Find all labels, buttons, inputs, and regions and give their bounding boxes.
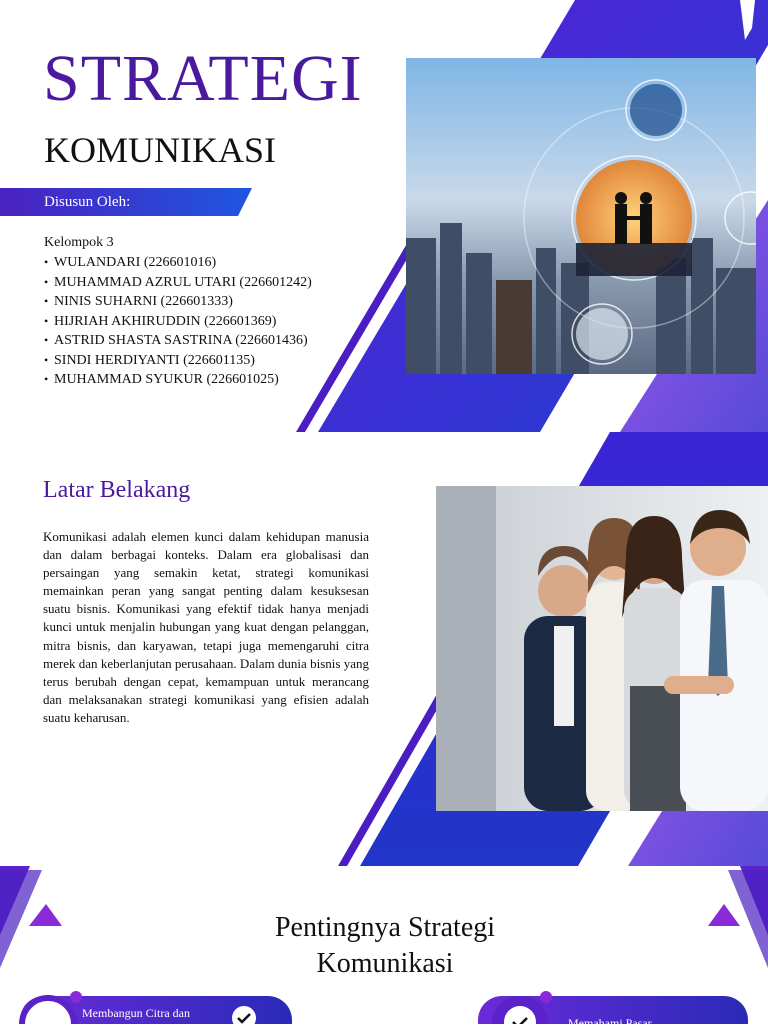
list-item: • MUHAMMAD AZRUL UTARI (226601242) (44, 273, 312, 293)
list-item: • SINDI HERDIYANTI (226601135) (44, 351, 312, 371)
list-item: • NINIS SUHARNI (226601333) (44, 292, 312, 312)
list-item: • WULANDARI (226601016) (44, 253, 312, 273)
triangle-icon-right (708, 904, 740, 926)
triangle-icon-left (29, 904, 62, 926)
group-label: Kelompok 3 (44, 235, 114, 250)
page-title: STRATEGI (43, 42, 363, 115)
pill-right-label: Memahami Pasar (568, 1016, 652, 1030)
pill-left-circle (22, 998, 74, 1024)
byline-label: Disusun Oleh: (44, 194, 131, 210)
city-handshake-photo (406, 58, 756, 374)
list-item: • MUHAMMAD SYUKUR (226601025) (44, 370, 312, 390)
member-list (44, 253, 312, 390)
section-body-text: Komunikasi adalah elemen kunci dalam kehidupan manusia dan dalam berbagai konteks. Dalam era globalisasi dan persaingan yang semakin ketat, strategi komunikasi memainkan peran yang sangat penting dalam kesuksesan suatu bisnis. Komunikasi yang efektif tidak hanya menjadi kunci untuk menjalin hubungan yang kuat dengan pelanggan, mitra bisnis, dan karyawan, tetapi juga memengaruhi citra merek dan keberlanjutan perusahaan. Dalam dunia bisnis yang terus berubah dengan cepat, kemampuan untuk merancang dan melaksanakan strategi komunikasi yang efisien adalah suatu keharusan. (43, 529, 369, 725)
list-item: • HIJRIAH AKHIRUDDIN (226601369) (44, 312, 312, 332)
page-subtitle: KOMUNIKASI (44, 130, 276, 170)
business-team-photo (436, 486, 768, 811)
section-heading-pentingnya (210, 910, 560, 982)
section-heading-latar-belakang: Latar Belakang (43, 477, 191, 503)
heading-line-1: Pentingnya Strategi (274, 912, 496, 943)
pill-left-label: Membangun Citra dan (82, 1006, 190, 1020)
list-item: • ASTRID SHASTA SASTRINA (226601436) (44, 331, 312, 351)
heading-line-2: Komunikasi (316, 948, 454, 979)
